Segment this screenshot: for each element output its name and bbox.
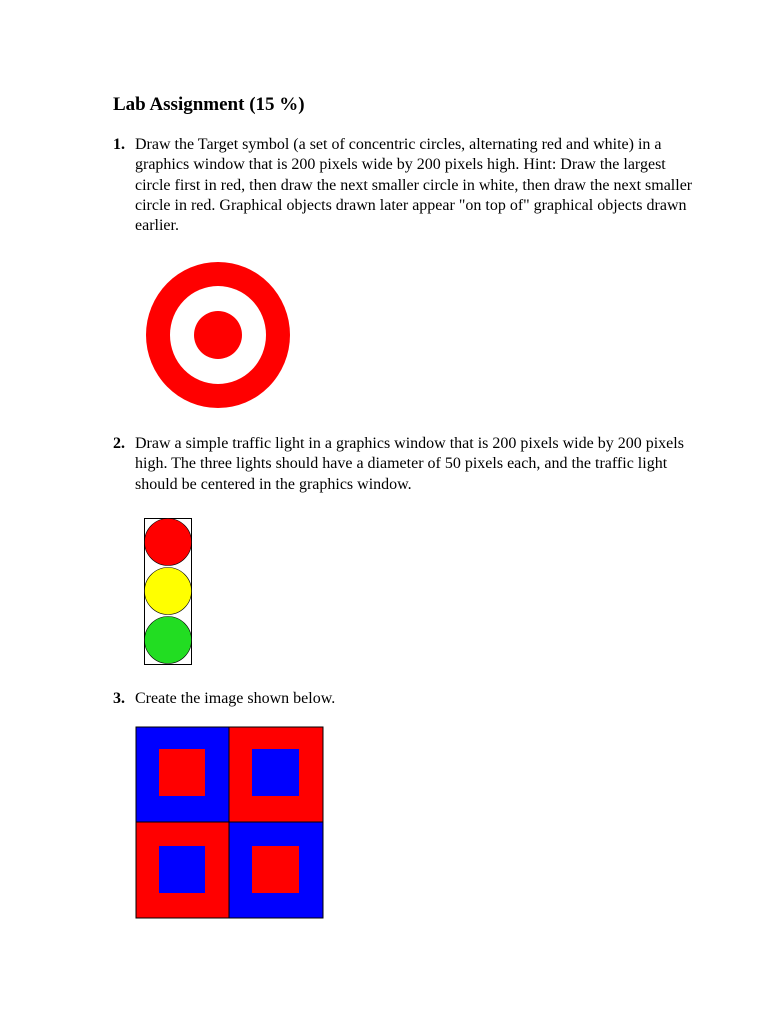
inner-square-top-right xyxy=(252,749,299,796)
target-inner-circle xyxy=(194,311,242,359)
squares-pattern-figure xyxy=(135,726,325,920)
item-text: Draw a simple traffic light in a graphics window that is 200 pixels wide by 200 pixels high. The three lights should have a diameter of 50 pixels each, and the traffic light should be centered in the graphics window. xyxy=(135,435,684,493)
item-number: 2. xyxy=(113,435,125,452)
green-light xyxy=(145,617,192,664)
assignment-item-3 xyxy=(113,689,693,709)
item-number: 1. xyxy=(113,136,125,153)
inner-square-top-left xyxy=(159,749,205,796)
page-title: Lab Assignment (15 %) xyxy=(113,94,305,115)
yellow-light xyxy=(145,568,192,615)
assignment-item-2 xyxy=(113,434,693,495)
inner-square-bottom-left xyxy=(159,846,205,893)
red-light xyxy=(145,519,192,566)
inner-square-bottom-right xyxy=(252,846,299,893)
item-text: Create the image shown below. xyxy=(135,690,336,707)
traffic-light-figure xyxy=(143,517,195,667)
item-number: 3. xyxy=(113,690,125,707)
item-text: Draw the Target symbol (a set of concentric circles, alternating red and white) in a graphics window that is 200 pixels wide by 200 pixels high. Hint: Draw the largest circle first in red, then draw the next smaller circle in white, then draw the next smaller circle in red. Graphical objects drawn later appear "on top of" graphical objects drawn earlier. xyxy=(135,136,693,235)
target-symbol-figure xyxy=(145,261,291,409)
assignment-item-1 xyxy=(113,135,693,236)
